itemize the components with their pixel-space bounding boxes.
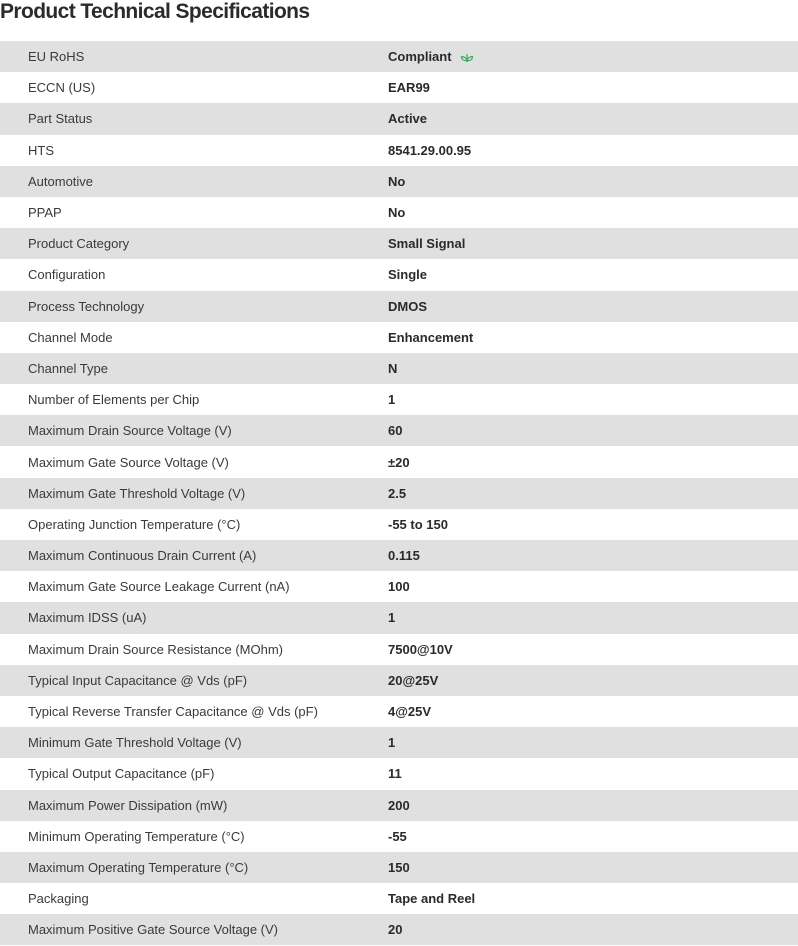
spec-value-cell — [388, 735, 798, 750]
spec-name: Part Status — [28, 111, 93, 127]
spec-row — [0, 415, 798, 446]
spec-row — [0, 509, 798, 540]
spec-value-cell — [388, 80, 798, 95]
spec-value-cell — [388, 922, 798, 937]
spec-row — [0, 166, 798, 197]
spec-name: Product Category — [28, 236, 130, 252]
spec-value-cell — [388, 798, 798, 813]
spec-value: 1 — [388, 392, 396, 408]
spec-value: 150 — [388, 859, 410, 875]
spec-value: 100 — [388, 579, 410, 595]
spec-row — [0, 259, 798, 290]
spec-value: 7500@10V — [388, 641, 453, 657]
spec-value-cell — [388, 548, 798, 563]
spec-value: 4@25V — [388, 704, 432, 720]
spec-name: Typical Input Capacitance @ Vds (pF) — [28, 672, 248, 688]
spec-row — [0, 883, 798, 914]
spec-value-cell — [388, 642, 798, 657]
spec-name: Packaging — [28, 891, 89, 907]
spec-name: HTS — [28, 142, 54, 158]
spec-value: Enhancement — [388, 329, 474, 345]
spec-value: -55 — [388, 828, 407, 844]
spec-name: PPAP — [28, 205, 62, 221]
spec-value-cell — [388, 392, 798, 407]
spec-value: 2.5 — [388, 485, 407, 501]
spec-value: EAR99 — [388, 80, 430, 96]
spec-value-cell — [388, 517, 798, 532]
spec-name: Operating Junction Temperature (°C) — [28, 516, 241, 532]
spec-value: 1 — [388, 735, 396, 751]
spec-row — [0, 291, 798, 322]
spec-name: Maximum Gate Threshold Voltage (V) — [28, 485, 246, 501]
spec-value: No — [388, 205, 406, 221]
spec-value-cell — [388, 49, 798, 64]
spec-value-cell — [388, 174, 798, 189]
spec-row — [0, 634, 798, 665]
spec-name: EU RoHS — [28, 49, 85, 65]
spec-value-cell — [388, 330, 798, 345]
spec-value-cell — [388, 205, 798, 220]
spec-name: Typical Reverse Transfer Capacitance @ Vds (pF) — [28, 704, 318, 720]
spec-value-cell — [388, 829, 798, 844]
spec-row — [0, 197, 798, 228]
spec-value: Active — [388, 111, 428, 127]
spec-value: N — [388, 360, 398, 376]
spec-value-cell — [388, 455, 798, 470]
spec-row — [0, 821, 798, 852]
spec-value-cell — [388, 860, 798, 875]
spec-row — [0, 322, 798, 353]
leaf-icon — [460, 51, 474, 63]
spec-row — [0, 446, 798, 477]
spec-value: 60 — [388, 423, 403, 439]
spec-value: -55 to 150 — [388, 516, 448, 532]
spec-value-cell — [388, 579, 798, 594]
spec-row — [0, 72, 798, 103]
spec-name: Typical Output Capacitance (pF) — [28, 766, 215, 782]
spec-value-cell — [388, 423, 798, 438]
spec-name: Minimum Gate Threshold Voltage (V) — [28, 735, 242, 751]
spec-row — [0, 665, 798, 696]
spec-row — [0, 353, 798, 384]
spec-value-cell — [388, 704, 798, 719]
spec-name: Maximum Drain Source Voltage (V) — [28, 423, 232, 439]
spec-name: Configuration — [28, 267, 106, 283]
spec-row — [0, 41, 798, 72]
spec-row — [0, 384, 798, 415]
spec-row — [0, 790, 798, 821]
spec-value: 200 — [388, 797, 410, 813]
spec-value: No — [388, 173, 406, 189]
spec-name: Minimum Operating Temperature (°C) — [28, 828, 245, 844]
spec-name: Maximum Power Dissipation (mW) — [28, 797, 228, 813]
spec-value: Compliant — [388, 49, 452, 65]
spec-table — [0, 41, 798, 945]
spec-value: 1 — [388, 610, 396, 626]
spec-name: ECCN (US) — [28, 80, 96, 96]
spec-value-cell — [388, 673, 798, 688]
spec-value-cell — [388, 891, 798, 906]
spec-name: Maximum Gate Source Leakage Current (nA) — [28, 579, 290, 595]
spec-value: ±20 — [388, 454, 410, 470]
spec-row — [0, 478, 798, 509]
spec-value-cell — [388, 111, 798, 126]
spec-value: Single — [388, 267, 428, 283]
spec-name: Automotive — [28, 173, 94, 189]
spec-value-cell — [388, 236, 798, 251]
spec-name: Maximum Gate Source Voltage (V) — [28, 454, 229, 470]
spec-row — [0, 696, 798, 727]
spec-name: Number of Elements per Chip — [28, 392, 200, 408]
spec-name: Maximum Continuous Drain Current (A) — [28, 548, 257, 564]
spec-value: 8541.29.00.95 — [388, 142, 472, 158]
spec-value: 20@25V — [388, 672, 439, 688]
page-title: Product Technical Specifications — [0, 0, 310, 23]
spec-row — [0, 228, 798, 259]
spec-row — [0, 852, 798, 883]
spec-row — [0, 914, 798, 945]
spec-name: Process Technology — [28, 298, 145, 314]
spec-row — [0, 135, 798, 166]
spec-row — [0, 571, 798, 602]
spec-name: Channel Type — [28, 360, 108, 376]
spec-value: 0.115 — [388, 548, 420, 564]
spec-value-cell — [388, 267, 798, 282]
spec-row — [0, 540, 798, 571]
spec-name: Channel Mode — [28, 329, 113, 345]
spec-value-cell — [388, 486, 798, 501]
spec-name: Maximum Operating Temperature (°C) — [28, 859, 249, 875]
spec-row — [0, 602, 798, 633]
spec-value: 20 — [388, 922, 403, 938]
spec-value-cell — [388, 143, 798, 158]
spec-name: Maximum Drain Source Resistance (MOhm) — [28, 641, 284, 657]
spec-value-cell — [388, 610, 798, 625]
spec-name: Maximum Positive Gate Source Voltage (V) — [28, 922, 278, 938]
spec-value: 11 — [388, 766, 402, 782]
spec-value: DMOS — [388, 298, 427, 314]
spec-row — [0, 758, 798, 789]
spec-value: Tape and Reel — [388, 891, 476, 907]
spec-name: Maximum IDSS (uA) — [28, 610, 147, 626]
spec-value: Small Signal — [388, 236, 466, 252]
spec-row — [0, 103, 798, 134]
spec-row — [0, 727, 798, 758]
spec-value-cell — [388, 361, 798, 376]
spec-value-cell — [388, 766, 798, 781]
spec-value-cell — [388, 299, 798, 314]
